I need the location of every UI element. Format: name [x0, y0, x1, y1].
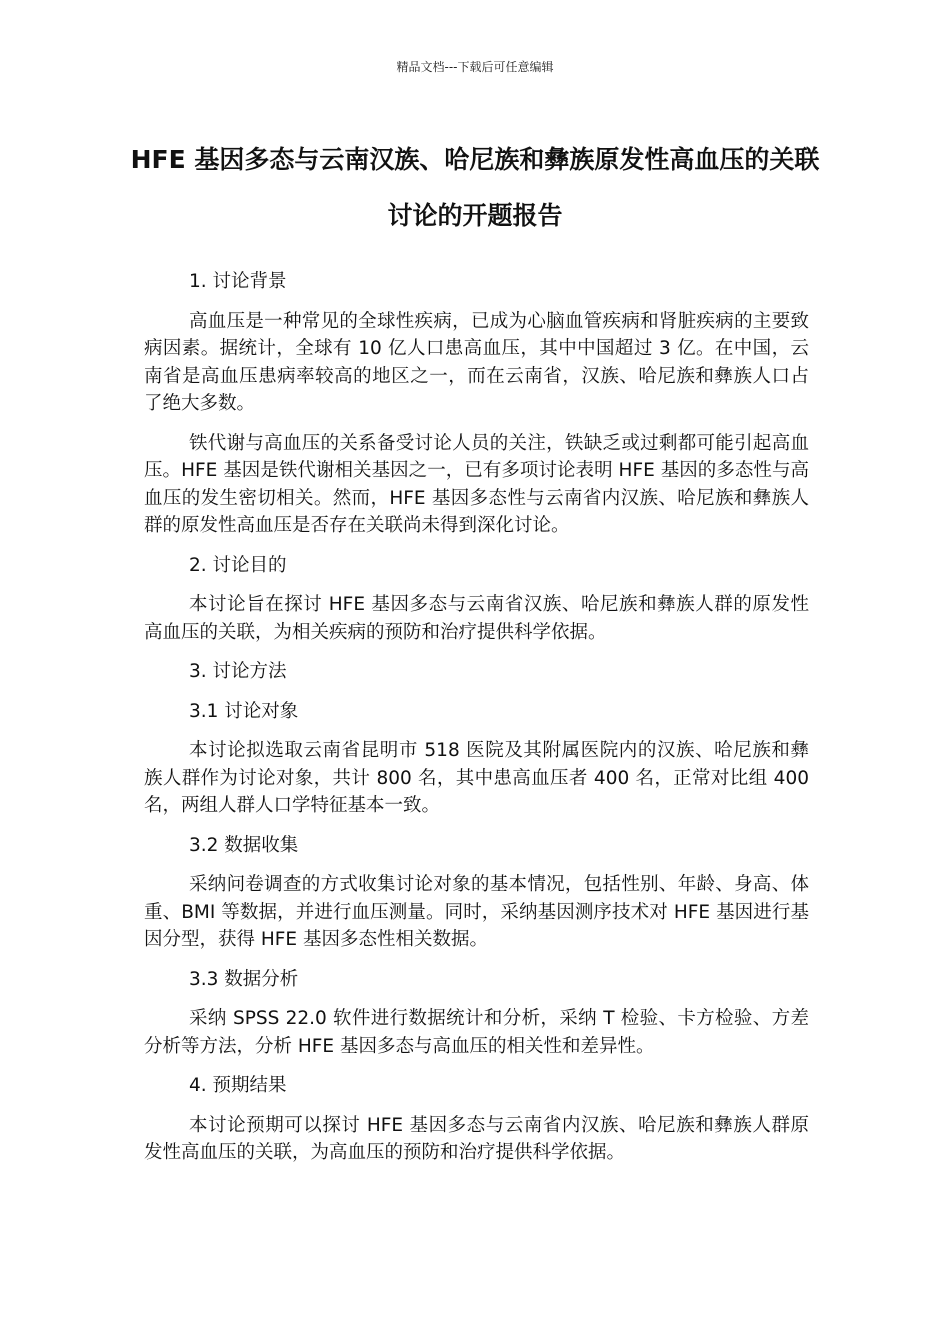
paragraph-expected-results: 本讨论预期可以探讨 HFE 基因多态与云南省内汉族、哈尼族和彝族人群原发性高血压的关联，为高血压的预防和治疗提供科学依据。	[144, 1114, 809, 1163]
page-header: 精品文档---下载后可任意编辑	[396, 60, 554, 74]
paragraph-data-collection: 采纳问卷调查的方式收集讨论对象的基本情况，包括性别、年龄、身高、体重、BMI 等数据，并进行血压测量。同时，采纳基因测序技术对 HFE 基因进行基因分型，获得 HFE 基因多态性相关数据。	[144, 874, 809, 950]
subsection-heading-data-collection: 3.2 数据收集	[189, 834, 299, 856]
paragraph-background-1: 高血压是一种常见的全球性疾病，已成为心脑血管疾病和肾脏疾病的主要致病因素。据统计，全球有 10 亿人口患高血压，其中中国超过 3 亿。在中国，云南省是高血压患病率较高的地区之一，而在云南省，汉族、哈尼族和彝族人口占了绝大多数。	[144, 310, 809, 414]
paragraph-purpose: 本讨论旨在探讨 HFE 基因多态与云南省汉族、哈尼族和彝族人群的原发性高血压的关联，为相关疾病的预防和治疗提供科学依据。	[144, 594, 809, 643]
paragraph-data-analysis: 采纳 SPSS 22.0 软件进行数据统计和分析，采纳 T 检验、卡方检验、方差分析等方法，分析 HFE 基因多态与高血压的相关性和差异性。	[144, 1008, 809, 1057]
paragraph-background-2: 铁代谢与高血压的关系备受讨论人员的关注，铁缺乏或过剩都可能引起高血压。HFE 基因是铁代谢相关基因之一，已有多项讨论表明 HFE 基因的多态性与高血压的发生密切相关。然而，HFE 基因多态性与云南省内汉族、哈尼族和彝族人群的原发性高血压是否存在关联尚未得到深化讨论。	[144, 432, 809, 536]
paragraph-subjects: 本讨论拟选取云南省昆明市 518 医院及其附属医院内的汉族、哈尼族和彝族人群作为讨论对象，共计 800 名，其中患高血压者 400 名，正常对比组 400 名，两组人群人口学特征基本一致。	[144, 740, 809, 816]
document-title: HFE 基因多态与云南汉族、哈尼族和彝族原发性高血压的关联讨论的开题报告	[130, 145, 820, 230]
section-heading-methods: 3. 讨论方法	[189, 661, 287, 682]
section-heading-purpose: 2. 讨论目的	[189, 554, 287, 576]
section-heading-background: 1. 讨论背景	[189, 271, 287, 292]
subsection-heading-subjects: 3.1 讨论对象	[189, 700, 299, 722]
section-heading-expected-results: 4. 预期结果	[189, 1075, 287, 1096]
subsection-heading-data-analysis: 3.3 数据分析	[189, 968, 299, 990]
document-body	[144, 268, 809, 1179]
